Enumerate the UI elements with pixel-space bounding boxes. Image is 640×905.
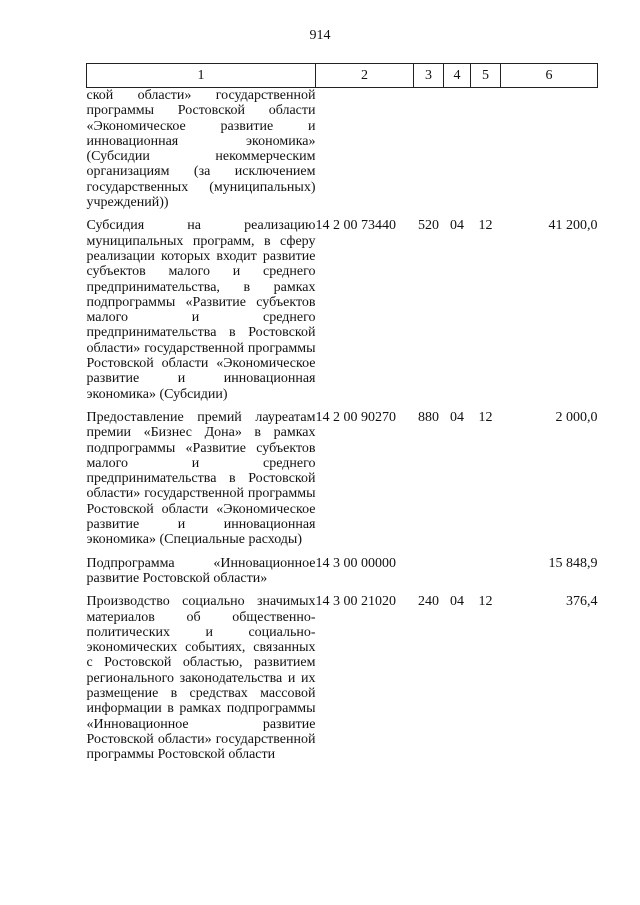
row-subsection (471, 548, 501, 587)
row-section (444, 548, 471, 587)
row-subsection: 12 (478, 218, 493, 234)
row-description: ской области» государственной программы Ростовской области «Экономическое развитие и инновационная экономика» (Субсидии некоммерческим организациям (за исключением государственных (муниципальных) учреждений)) (86, 88, 316, 211)
column-header: 5 (471, 64, 501, 88)
row-subsection (471, 88, 501, 211)
row-target-code: 14 2 00 73440 (315, 218, 396, 234)
table-row (87, 88, 598, 211)
budget-table (86, 63, 598, 762)
row-description: Подпрограмма «Инновационное развитие Ростовской области» (86, 555, 316, 586)
table-header-row (87, 64, 598, 88)
table-row (87, 402, 598, 548)
row-expense-type: 880 (418, 409, 439, 425)
column-header: 1 (87, 64, 316, 88)
table-row (87, 210, 598, 402)
row-section (444, 88, 471, 211)
row-target-code: 14 3 00 00000 (315, 555, 396, 571)
column-header: 6 (501, 64, 598, 88)
row-subsection: 12 (478, 594, 493, 610)
row-expense-type: 520 (418, 218, 439, 234)
row-expense-type (414, 88, 444, 211)
row-amount (501, 88, 598, 211)
row-expense-type (414, 548, 444, 587)
table-row (87, 548, 598, 587)
row-description: Предоставление премий лауреатам премии «Бизнес Дона» в рамках подпрограммы «Развитие субъектов малого и среднего предпринимательства в Ростовской области» государственной программы Ростовской области «Экономическое развитие и инновационная экономика» (Специальные расходы) (86, 409, 316, 548)
row-section: 04 (450, 594, 464, 610)
row-subsection: 12 (478, 409, 493, 425)
page-number: 914 (309, 28, 331, 43)
row-target-code: 14 2 00 90270 (315, 409, 396, 425)
row-amount: 376,4 (566, 594, 598, 610)
row-target-code: 14 3 00 21020 (315, 594, 396, 610)
column-header: 4 (444, 64, 471, 88)
row-amount: 15 848,9 (548, 555, 598, 571)
row-description: Производство социально значимых материалов об общественно-политических и социально-экономических событиях, связанных с Ростовской областью, развитием регионального законодательства и их размещение в средствах массовой информации в рамках подпрограммы «Инновационное развитие Ростовской области» государственной программы Ростовской области (86, 594, 316, 763)
row-amount: 2 000,0 (555, 409, 598, 425)
row-amount: 41 200,0 (548, 218, 598, 234)
row-expense-type: 240 (418, 594, 439, 610)
row-target-code (316, 88, 414, 211)
row-section: 04 (450, 218, 464, 234)
column-header: 2 (316, 64, 414, 88)
row-section: 04 (450, 409, 464, 425)
table-row (87, 586, 598, 762)
row-description: Субсидия на реализацию муниципальных программ, в сферу реализации которых входит развитие субъектов малого и среднего предпринимательства, в рамках подпрограммы «Развитие субъектов малого и среднего предпринимательства в Ростовской области» государственной программы Ростовской области «Экономическое развитие и инновационная экономика» (Субсидии) (86, 218, 316, 402)
column-header: 3 (414, 64, 444, 88)
